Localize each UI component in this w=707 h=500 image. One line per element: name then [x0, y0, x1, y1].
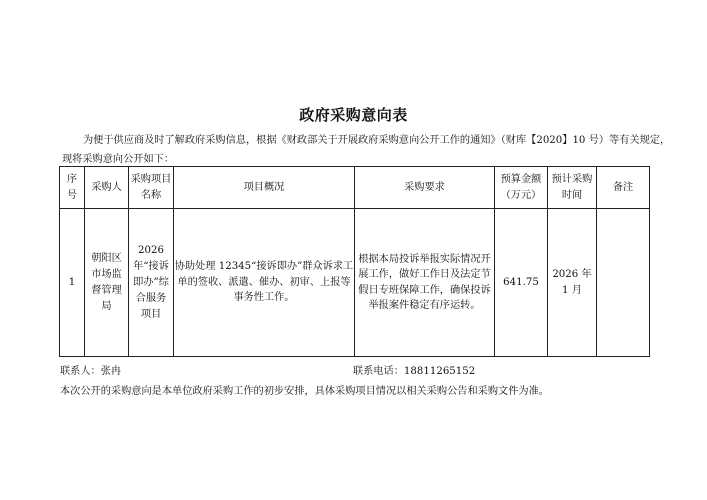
table-header-row	[60, 167, 650, 209]
cell-time: 2026 年 1 月	[548, 209, 597, 357]
header-time: 预计采购时间	[548, 167, 597, 209]
header-remark: 备注	[597, 167, 650, 209]
header-buyer: 采购人	[85, 167, 129, 209]
contact-phone: 联系电话：18811265152	[353, 366, 476, 377]
header-requirements: 采购要求	[355, 167, 495, 209]
document-title: 政府采购意向表	[299, 106, 408, 124]
intro-paragraph	[62, 131, 671, 169]
cell-overview: 协助处理 12345“接诉即办”群众诉求工单的签收、派遣、催办、初审、上报等事务性工作。	[174, 209, 355, 357]
table-row	[60, 209, 650, 357]
cell-remark	[597, 209, 650, 357]
header-seq: 序号	[60, 167, 85, 209]
cell-project-name: 2026 年“接诉即办”综合服务项目	[129, 209, 174, 357]
cell-budget: 641.75	[495, 209, 548, 357]
cell-buyer: 朝阳区市场监督管理局	[85, 209, 129, 357]
header-project-name: 采购项目名称	[129, 167, 174, 209]
intro-line-2: 现将采购意向公开如下：	[62, 154, 175, 165]
intro-line-1: 为便于供应商及时了解政府采购信息，根据《财政部关于开展政府采购意向公开工作的通知》（财库【2020】10 号）等有关规定，	[83, 135, 671, 146]
footer-note: 本次公开的采购意向是本单位政府采购工作的初步安排，具体采购项目情况以相关采购公告和采购文件为准。	[60, 386, 549, 397]
procurement-intent-table	[59, 166, 650, 357]
cell-seq: 1	[60, 209, 85, 357]
header-overview: 项目概况	[174, 167, 355, 209]
contact-person: 联系人：张冉	[60, 366, 122, 377]
header-budget: 预算金额（万元）	[495, 167, 548, 209]
cell-requirements: 根据本局投诉举报实际情况开展工作，做好工作日及法定节假日专班保障工作，确保投诉举报案件稳定有序运转。	[355, 209, 495, 357]
